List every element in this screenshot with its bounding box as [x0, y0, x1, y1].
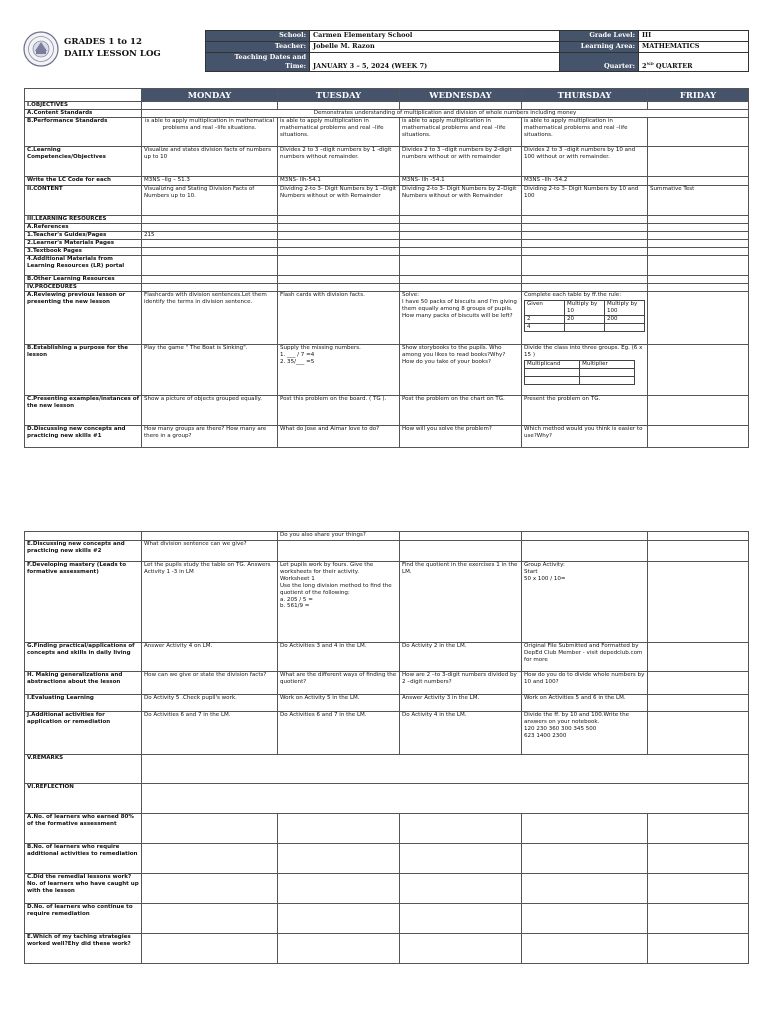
quarter-label: Quarter: [560, 52, 639, 72]
additional-activities-label: J.Additional activities for application or remediation [25, 712, 142, 755]
cell [648, 904, 749, 934]
document-title [64, 36, 161, 60]
competencies-tuesday: Divides 2 to 3 –digit numbers by 1 -digit numbers without remainder. [278, 147, 400, 177]
remarks-label: V.REMARKS [25, 755, 142, 784]
rule-table-cell: 200 [605, 315, 645, 323]
day-header-monday: MONDAY [142, 89, 278, 102]
additional-activities-thursday: Divide the ff. by 10 and 100.Write the answers on your notebook. 120 230 360 300 345 500 623 1400 2300 [522, 712, 648, 755]
multiplicand-table-cell: Multiplicand [525, 360, 580, 368]
cell [400, 532, 522, 541]
cell [278, 844, 400, 874]
cell [278, 240, 400, 248]
additional-activities-wednesday: Do Activity 4 in the LM. [400, 712, 522, 755]
cell [400, 102, 522, 110]
generalizations-label: H. Making generalizations and abstractions about the lesson [25, 672, 142, 695]
teaching-dates-label-line-1: Teaching Dates and [234, 52, 306, 61]
performance-standards-thursday: is able to apply multiplication in mathematical problems and real –life situations. [522, 118, 648, 147]
cell [648, 216, 749, 224]
cell [522, 232, 648, 240]
school-label: School: [206, 31, 310, 42]
competencies-thursday: Divides 2 to 3 –digit numbers by 10 and 100 without or with remainder. [522, 147, 648, 177]
multiplicand-table-cell [580, 376, 635, 384]
title-line-2: DAILY LESSON LOG [64, 49, 161, 59]
quarter-number: 2 [642, 62, 647, 70]
cell [522, 284, 648, 292]
discussing-1-tuesday: What do Jose and Aimar love to do? [278, 426, 400, 448]
procedures-section: IV.PROCEDURES [25, 284, 142, 292]
cell [278, 232, 400, 240]
textbook-pages-label: 3.Textbook Pages [25, 248, 142, 256]
evaluating-wednesday: Answer Activity 3 in the LM. [400, 695, 522, 712]
rule-table-cell [605, 323, 645, 331]
reviewing-tuesday: Flash cards with division facts. [278, 292, 400, 345]
cell [648, 118, 749, 147]
cell [278, 284, 400, 292]
cell [648, 240, 749, 248]
quarter-text: QUARTER [655, 62, 693, 70]
cell [522, 541, 648, 562]
cell [522, 224, 648, 232]
evaluating-label: I.Evaluating Learning [25, 695, 142, 712]
generalizations-thursday: How do you do to divide whole numbers by 10 and 100? [522, 672, 648, 695]
cell [142, 224, 278, 232]
cell [648, 874, 749, 904]
cell [400, 276, 522, 284]
other-resources-label: B.Other Learning Resources [25, 276, 142, 284]
content-standards-text: Demonstrates understanding of multiplication and division of whole numbers including money [142, 110, 749, 118]
performance-standards-tuesday: is able to apply multiplication in mathematical problems and real –life situations. [278, 118, 400, 147]
reviewing-monday: Flashcards with division sentences.Let them identify the terms in division sentence. [142, 292, 278, 345]
continuation-tuesday: Do you also share your things? [278, 532, 400, 541]
teaching-dates-label [206, 52, 310, 72]
cell [522, 216, 648, 224]
cell [522, 874, 648, 904]
finding-monday: Answer Activity 4 on LM. [142, 643, 278, 672]
learning-area-value: MATHEMATICS [639, 41, 749, 52]
cell [278, 276, 400, 284]
evaluating-thursday: Work on Activities 5 and 6 in the LM. [522, 695, 648, 712]
mastery-label: F.Developing mastery (Leads to formative assessment) [25, 562, 142, 643]
teachers-guides-label: 1.Teacher's Guides/Pages [25, 232, 142, 240]
cell [400, 232, 522, 240]
additional-activities-tuesday: Do Activities 6 and 7 in the LM. [278, 712, 400, 755]
lc-code-thursday: M3NS –IIh -54.2 [522, 177, 648, 186]
establishing-label: B.Establishing a purpose for the lesson [25, 345, 142, 396]
content-friday: Summative Test [648, 186, 749, 216]
rule-table-cell: 2 [525, 315, 565, 323]
additional-activities-monday: Do Activities 6 and 7 in the LM. [142, 712, 278, 755]
lc-code-label: Write the LC Code for each [25, 177, 142, 186]
cell [648, 284, 749, 292]
content-monday: Visualizing and Stating Division Facts of Numbers up to 10. [142, 186, 278, 216]
quarter-value [639, 52, 749, 72]
cell [142, 240, 278, 248]
rule-table-cell: 20 [565, 315, 605, 323]
rule-table-cell: 4 [525, 323, 565, 331]
establishing-tuesday: Supply the missing numbers. 1. ___ / 7 =4 2. 35/___ =5 [278, 345, 400, 396]
day-header-friday: FRIDAY [648, 89, 749, 102]
cell [278, 814, 400, 844]
presenting-wednesday: Post the problem on the chart on TG. [400, 396, 522, 426]
cell [278, 934, 400, 964]
cell [278, 248, 400, 256]
multiplicand-table-cell [525, 376, 580, 384]
establishing-thursday-intro: Divide the class into three groups. Eg. (6 x 15 ) [524, 345, 643, 358]
cell [522, 276, 648, 284]
cell [648, 643, 749, 672]
discussing-1-label: D.Discussing new concepts and practicing new skills #1 [25, 426, 142, 448]
lesson-log-table-page-2 [24, 531, 749, 964]
competencies-wednesday: Divides 2 to 3 –digit numbers by 2-digit numbers without or with remainder [400, 147, 522, 177]
discussing-2-monday: What division sentence can we give? [142, 541, 278, 562]
reviewing-thursday-intro: Complete each table by ff.the rule: [524, 292, 622, 298]
cell [522, 102, 648, 110]
cell [648, 396, 749, 426]
cell [278, 904, 400, 934]
reflection-e-label: E.Which of my taching strategies worked well?Ehy did these work? [25, 934, 142, 964]
cell [522, 904, 648, 934]
rule-table-cell: Multiply by 10 [565, 300, 605, 315]
reflection-b-label: B.No. of learners who require additional activities to remediation [25, 844, 142, 874]
reviewing-thursday [522, 292, 648, 345]
grade-level-value: III [639, 31, 749, 42]
cell [278, 541, 400, 562]
cell [142, 904, 278, 934]
school-value: Carmen Elementary School [310, 31, 560, 42]
mastery-wednesday: Find the quotient in the exercises 1 in the LM. [400, 562, 522, 643]
discussing-1-wednesday: How will you solve the problem? [400, 426, 522, 448]
cell [400, 284, 522, 292]
cell [648, 695, 749, 712]
content-tuesday: Dividing 2-to 3- Digit Numbers by 1 –Digit Numbers without or with Remainder [278, 186, 400, 216]
cell [648, 232, 749, 240]
cell [522, 532, 648, 541]
cell [648, 276, 749, 284]
cell [648, 292, 749, 345]
objectives-section: I.OBJECTIVES [25, 102, 142, 110]
lc-code-tuesday: M3NS- IIh-54.1 [278, 177, 400, 186]
title-line-1: GRADES 1 to 12 [64, 37, 142, 47]
generalizations-tuesday: What are the different ways of finding the quotient? [278, 672, 400, 695]
cell [522, 240, 648, 248]
cell [400, 240, 522, 248]
cell [278, 256, 400, 276]
cell [648, 256, 749, 276]
cell [142, 256, 278, 276]
establishing-monday: Play the game " The Boat is Sinking". [142, 345, 278, 396]
cell [648, 102, 749, 110]
reviewing-wednesday: Solve: I have 50 packs of biscuits and I'm giving them equally among 8 groups of pupils. How many packs of biscuits will be left? [400, 292, 522, 345]
learning-area-label: Learning Area: [560, 41, 639, 52]
cell [142, 102, 278, 110]
finding-thursday: Original File Submitted and Formatted by DepEd Club Member - visit depedclub.com for more [522, 643, 648, 672]
lesson-log-table-page-1 [24, 88, 749, 448]
content-label: II.CONTENT [25, 186, 142, 216]
cell [648, 532, 749, 541]
cell [400, 874, 522, 904]
lc-code-monday: M3NS –IIg – 51.3 [142, 177, 278, 186]
day-header-thursday: THURSDAY [522, 89, 648, 102]
teachers-guides-monday: 215 [142, 232, 278, 240]
cell [522, 248, 648, 256]
cell [648, 672, 749, 695]
day-header-tuesday: TUESDAY [278, 89, 400, 102]
cell [400, 224, 522, 232]
multiplicand-table-cell [580, 368, 635, 376]
cell [142, 248, 278, 256]
cell [142, 216, 278, 224]
multiplicand-table-cell: Multiplier [580, 360, 635, 368]
reflection-a-label: A.No. of learners who earned 80% of the formative assessment [25, 814, 142, 844]
cell [400, 248, 522, 256]
cell [648, 177, 749, 186]
cell [648, 224, 749, 232]
cell [278, 216, 400, 224]
cell [142, 532, 278, 541]
cell [142, 814, 278, 844]
cell [648, 562, 749, 643]
reflection-c-label: C.Did the remedial lessons work?No. of learners who have caught up with the lesson [25, 874, 142, 904]
learners-materials-label: 2.Learner's Materials Pages [25, 240, 142, 248]
performance-standards-monday: is able to apply multiplication in mathematical problems and real –life situations. [142, 118, 278, 147]
cell [400, 904, 522, 934]
reflection-label: VI.REFLECTION [25, 784, 142, 814]
discussing-2-label: E.Discussing new concepts and practicing new skills #2 [25, 541, 142, 562]
lc-code-wednesday: M3NS- IIh -54.1 [400, 177, 522, 186]
cell [142, 934, 278, 964]
remarks-value [142, 755, 749, 784]
cell [400, 216, 522, 224]
multiply-rule-table [524, 300, 645, 332]
cell [400, 541, 522, 562]
cell [142, 284, 278, 292]
cell [648, 147, 749, 177]
deped-seal-logo [23, 31, 59, 67]
learning-resources-section: III.LEARNING RESOURCES [25, 216, 142, 224]
discussing-1-thursday: Which method would you think is easier to use?Why? [522, 426, 648, 448]
cell [25, 532, 142, 541]
discussing-1-monday: How many groups are there? How many are there in a group? [142, 426, 278, 448]
cell [142, 844, 278, 874]
mastery-thursday: Group Activity: Start 50 x 100 / 10= [522, 562, 648, 643]
rule-table-cell: Multiply by 100 [605, 300, 645, 315]
generalizations-wednesday: How are 2 –to 3-digit numbers divided by 2 –digit numbers? [400, 672, 522, 695]
establishing-wednesday: Show storybooks to the pupils. Who among you likes to read books?Why? How do you take of your books? [400, 345, 522, 396]
presenting-monday: Show a picture of objects grouped equally. [142, 396, 278, 426]
establishing-thursday [522, 345, 648, 396]
reflection-d-label: D.No. of learners who continue to require remediation [25, 904, 142, 934]
cell [522, 256, 648, 276]
cell [648, 934, 749, 964]
evaluating-monday: Do Activity 5 .Check pupil's work. [142, 695, 278, 712]
evaluating-tuesday: Work on Activity 5 in the LM. [278, 695, 400, 712]
teacher-value: Jobelle M. Razon [310, 41, 560, 52]
multiplicand-table-cell [525, 368, 580, 376]
references-label: A.References [25, 224, 142, 232]
cell [278, 874, 400, 904]
teaching-dates-label-line-2: Time: [285, 61, 306, 70]
cell [142, 276, 278, 284]
mastery-tuesday: Let pupils work by fours. Give the worksheets for their activity. Worksheet 1 Use the long division method to find the quotient of the following: a. 205 / 5 = b. 561/9 = [278, 562, 400, 643]
teacher-label: Teacher: [206, 41, 310, 52]
rule-table-cell: Given [525, 300, 565, 315]
cell [522, 814, 648, 844]
additional-materials-label: 4.Additional Materials from Learning Resources (LR) portal [25, 256, 142, 276]
rule-table-cell [565, 323, 605, 331]
cell [400, 934, 522, 964]
competencies-monday: Visualize and states division facts of numbers up to 10 [142, 147, 278, 177]
cell [400, 256, 522, 276]
cell [648, 345, 749, 396]
presenting-thursday: Present the problem on TG. [522, 396, 648, 426]
teaching-dates-value: JANUARY 3 – 5, 2024 (WEEK 7) [310, 52, 560, 72]
finding-tuesday: Do Activities 3 and 4 in the LM. [278, 643, 400, 672]
content-standards-label: A.Content Standards [25, 110, 142, 118]
cell [522, 844, 648, 874]
cell [648, 248, 749, 256]
content-thursday: Dividing 2-to 3- Digit Numbers by 10 and 100 [522, 186, 648, 216]
mastery-monday: Let the pupils study the table on TG. Answers Activity 1 -3 in LM [142, 562, 278, 643]
finding-label: G.Finding practical/applications of concepts and skills in daily living [25, 643, 142, 672]
generalizations-monday: How can we give or state the division facts? [142, 672, 278, 695]
grade-level-label: Grade Level: [560, 31, 639, 42]
cell [648, 426, 749, 448]
cell [522, 934, 648, 964]
cell [278, 102, 400, 110]
multiplicand-table [524, 360, 635, 385]
cell [278, 224, 400, 232]
corner-cell [25, 89, 142, 102]
performance-standards-label: B.Performance Standards [25, 118, 142, 147]
cell [648, 814, 749, 844]
cell [648, 712, 749, 755]
competencies-label: C.Learning Competencies/Objectives [25, 147, 142, 177]
reflection-value [142, 784, 749, 814]
cell [142, 874, 278, 904]
performance-standards-wednesday: is able to apply multiplication in mathematical problems and real –life situations. [400, 118, 522, 147]
quarter-suffix: ND [646, 60, 654, 66]
cell [648, 844, 749, 874]
finding-wednesday: Do Activity 2 in the LM. [400, 643, 522, 672]
header-info-table [205, 30, 749, 72]
presenting-label: C.Presenting examples/instances of the new lesson [25, 396, 142, 426]
reviewing-label: A.Reviewing previous lesson or presenting the new lesson [25, 292, 142, 345]
day-header-wednesday: WEDNESDAY [400, 89, 522, 102]
cell [400, 844, 522, 874]
cell [648, 541, 749, 562]
content-wednesday: Dividing 2-to 3- Digit Numbers by 2–Digit Numbers without or with Remainder [400, 186, 522, 216]
presenting-tuesday: Post this problem on the board. ( TG ). [278, 396, 400, 426]
cell [400, 814, 522, 844]
